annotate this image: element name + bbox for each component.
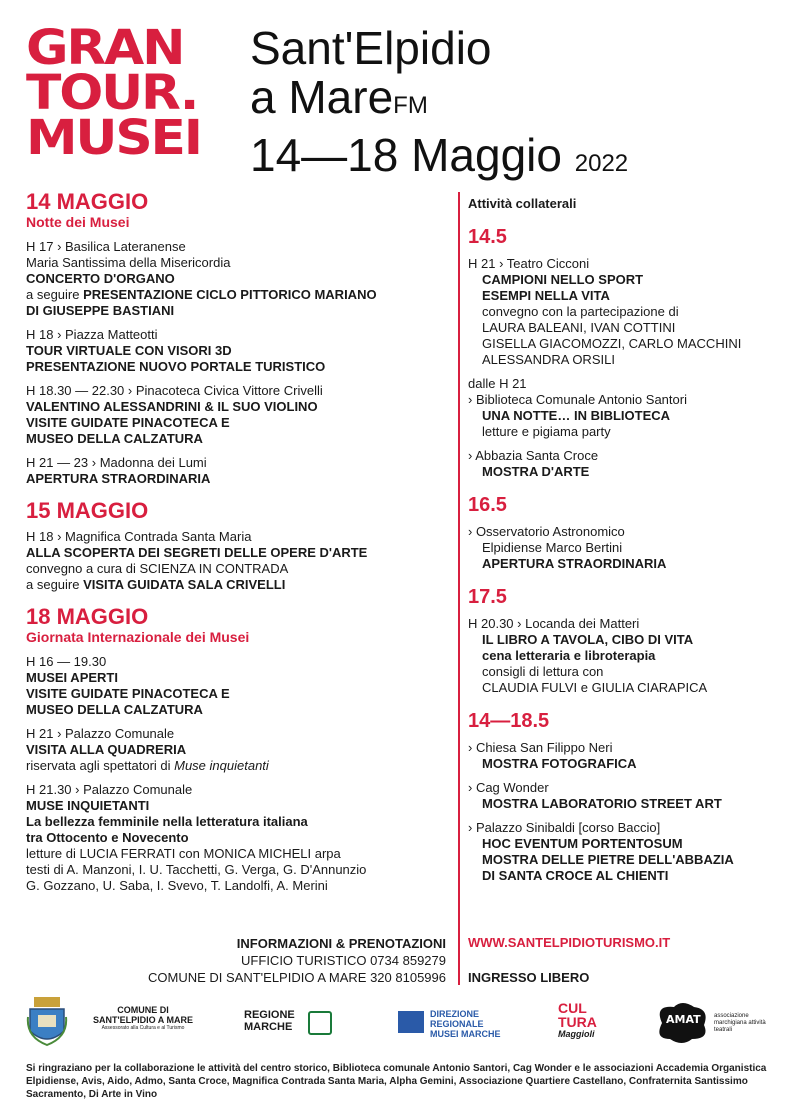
event-place: › Biblioteca Comunale Antonio Santori [468, 392, 687, 407]
comune-label-1: COMUNE DI [117, 1005, 169, 1015]
event-follow-up [26, 577, 446, 593]
event-place-cont: Elpidiense Marco Bertini [482, 540, 623, 555]
column-divider [458, 192, 460, 982]
event-notte-biblioteca [468, 376, 778, 440]
event-mostra-fotografica [468, 740, 778, 772]
event-place: › Palazzo Sinibaldi [corso Baccio] [468, 820, 661, 835]
follow-up-title: VISITA GUIDATA SALA CRIVELLI [83, 577, 286, 592]
collateral-heading: Attività collaterali [468, 196, 577, 211]
event-title-cont: DI GIUSEPPE BASTIANI [26, 303, 175, 318]
regione-label-2: MARCHE [244, 1021, 293, 1033]
tourist-office-phone: UFFICIO TURISTICO 0734 859279 [241, 953, 446, 968]
poster-title [250, 22, 628, 190]
event-title: CAMPIONI NELLO SPORT [482, 272, 644, 287]
day-heading-14: 14 MAGGIO [26, 189, 149, 214]
event-time-place: H 21 — 23 › Madonna dei Lumi [26, 455, 207, 470]
event-title: IL LIBRO A TAVOLA, CIBO DI VITA [482, 632, 694, 647]
event-libro-tavola [468, 616, 778, 696]
event-guests: LAURA BALEANI, IVAN COTTINI [482, 320, 676, 335]
dates-line [250, 129, 628, 190]
event-place-detail: Maria Santissima della Misericordia [26, 255, 231, 270]
amat-subtitle: associazione marchigiana attività teatrali [714, 1013, 766, 1033]
info-divider [458, 933, 460, 985]
event-title-cont: MUSEO DELLA CALZATURA [26, 702, 203, 717]
event-time-place: H 21 › Teatro Cicconi [468, 256, 590, 271]
event-title: MOSTRA FOTOGRAFICA [482, 756, 637, 771]
collateral-activities [468, 196, 778, 884]
event-year: 2022 [574, 150, 629, 177]
event-title-cont: VISITE GUIDATE PINACOTECA E [26, 415, 230, 430]
event-title-cont: DI SANTA CROCE AL CHIENTI [482, 868, 669, 883]
event-texts: testi di A. Manzoni, I. U. Tacchetti, G. Verga, G. D'Annunzio [26, 862, 367, 877]
day-heading-14-5: 14.5 [468, 226, 507, 248]
regione-marche-logo [244, 1009, 295, 1033]
province: FM [393, 92, 428, 119]
description-italic: Muse inquietanti [174, 758, 269, 773]
event-title-cont: ESEMPI NELLA VITA [482, 288, 610, 303]
event-title: CONCERTO D'ORGANO [26, 271, 175, 286]
direzione-label-2: REGIONALE [430, 1019, 484, 1029]
direzione-label-1: DIREZIONE [430, 1009, 480, 1019]
event-description: letture e pigiama party [482, 424, 611, 439]
event-place: › Cag Wonder [468, 780, 549, 795]
event-osservatorio [468, 524, 778, 572]
event-readers: letture di LUCIA FERRATI con MONICA MICHELI arpa [26, 846, 341, 861]
event-hoc-eventum [468, 820, 778, 884]
event-title-cont: VISITE GUIDATE PINACOTECA E [26, 686, 230, 701]
event-campioni-sport [468, 256, 778, 368]
regione-label-1: REGIONE [244, 1009, 295, 1021]
coat-of-arms-icon [26, 997, 68, 1047]
day-heading-16-5: 16.5 [468, 494, 507, 516]
follow-up-title: PRESENTAZIONE CICLO PITTORICO MARIANO [83, 287, 377, 302]
event-street-art [468, 780, 778, 812]
event-texts-cont: G. Gozzano, U. Saba, I. Svevo, T. Landolfi, A. Merini [26, 878, 328, 893]
cultura-label-2: TURA [558, 1014, 597, 1030]
city-line-1: Sant'Elpidio [250, 22, 492, 74]
event-title-cont: MOSTRA DELLE PIETRE DELL'ABBAZIA [482, 852, 734, 867]
event-description: convegno a cura di SCIENZA IN CONTRADA [26, 561, 289, 576]
event-title: VISITA ALLA QUADRERIA [26, 742, 187, 757]
day-subtitle-18: Giornata Internazionale dei Musei [26, 629, 250, 645]
day-heading-15: 15 MAGGIO [26, 498, 149, 523]
event-place: › Chiesa San Filippo Neri [468, 740, 613, 755]
event-time-place: H 21.30 › Palazzo Comunale [26, 782, 193, 797]
event-title-cont: MUSEO DELLA CALZATURA [26, 431, 203, 446]
event-quadreria [26, 726, 446, 774]
amat-label: AMAT [666, 1013, 701, 1026]
day-heading-18: 18 MAGGIO [26, 604, 149, 629]
event-time-place: H 17 › Basilica Lateranense [26, 239, 186, 254]
direzione-label-3: MUSEI MARCHE [430, 1029, 501, 1039]
event-guests-cont: GISELLA GIACOMOZZI, CARLO MACCHINI [482, 336, 742, 351]
website-link[interactable]: WWW.SANTELPIDIOTURISMO.IT [468, 935, 671, 950]
comune-label-2: SANT'ELPIDIO A MARE [93, 1015, 193, 1025]
event-description [26, 758, 446, 774]
cultura-label-3: Maggioli [558, 1029, 595, 1039]
info-title: INFORMAZIONI & PRENOTAZIONI [236, 936, 446, 951]
mibac-icon [398, 1011, 424, 1033]
city-line-2 [250, 71, 628, 129]
event-subtitle-cont: tra Ottocento e Novecento [26, 830, 189, 845]
logo-line-3: MUSEI [26, 110, 201, 166]
event-guests-cont: ALESSANDRA ORSILI [482, 352, 615, 367]
cultura-maggioli-logo [558, 1001, 597, 1040]
event-title: MUSE INQUIETANTI [26, 798, 150, 813]
event-subtitle: cena letteraria e libroterapia [482, 648, 656, 663]
logo-line-2: TOUR. [26, 65, 198, 121]
description-prefix: riservata agli spettatori di [26, 758, 175, 773]
event-title: HOC EVENTUM PORTENTOSUM [482, 836, 683, 851]
event-title: ALLA SCOPERTA DEI SEGRETI DELLE OPERE D'ARTE [26, 545, 368, 560]
event-title: UNA NOTTE… IN BIBLIOTECA [482, 408, 671, 423]
follow-up-prefix: a seguire [26, 577, 84, 592]
logo-line-1: GRAN [26, 20, 184, 76]
event-guests: CLAUDIA FULVI e GIULIA CIARAPICA [482, 680, 708, 695]
event-follow-up [26, 287, 446, 303]
event-title: VALENTINO ALESSANDRINI & IL SUO VIOLINO [26, 399, 318, 414]
event-place: › Osservatorio Astronomico [468, 524, 625, 539]
free-entry: INGRESSO LIBERO [468, 970, 590, 985]
gran-tour-musei-logo [26, 20, 226, 166]
event-dates: 14—18 Maggio [250, 129, 562, 181]
event-time: dalle H 21 [468, 376, 527, 391]
event-mostra-arte [468, 448, 778, 480]
event-description: consigli di lettura con [482, 664, 604, 679]
comune-phone: COMUNE DI SANT'ELPIDIO A MARE 320 8105996 [148, 970, 446, 985]
cultura-label-1: CUL [558, 1000, 587, 1016]
event-subtitle: La bellezza femminile nella letteratura italiana [26, 814, 308, 829]
event-time-place: H 20.30 › Locanda dei Matteri [468, 616, 640, 631]
event-title: MUSEI APERTI [26, 670, 118, 685]
regione-mark-icon [308, 1011, 332, 1035]
event-time: H 16 — 19.30 [26, 654, 107, 669]
day-heading-17-5: 17.5 [468, 586, 507, 608]
event-time-place: H 18 › Magnifica Contrada Santa Maria [26, 529, 252, 544]
city-name-2: a Mare [250, 71, 394, 123]
event-virtual-tour [26, 327, 446, 375]
event-time-place: H 21 › Palazzo Comunale [26, 726, 175, 741]
event-musei-aperti [26, 654, 446, 718]
event-segreti-opere [26, 529, 446, 593]
event-muse-inquietanti [26, 782, 446, 894]
sponsor-logos [26, 995, 776, 1055]
event-madonna-dei-lumi [26, 455, 446, 487]
event-title: APERTURA STRAORDINARIA [26, 471, 211, 486]
event-description: convegno con la partecipazione di [482, 304, 679, 319]
event-organ-concert [26, 239, 446, 319]
event-title: MOSTRA D'ARTE [482, 464, 590, 479]
day-subtitle-14: Notte dei Musei [26, 214, 130, 230]
main-program [26, 190, 446, 894]
event-title: APERTURA STRAORDINARIA [482, 556, 667, 571]
event-time-place: H 18.30 — 22.30 › Pinacoteca Civica Vittore Crivelli [26, 383, 323, 398]
day-heading-14-18-5: 14—18.5 [468, 710, 550, 732]
follow-up-prefix: a seguire [26, 287, 84, 302]
event-time-place: H 18 › Piazza Matteotti [26, 327, 158, 342]
info-block [26, 935, 446, 986]
event-place: › Abbazia Santa Croce [468, 448, 599, 463]
credits-text: Si ringraziano per la collaborazione le attività del centro storico, Biblioteca comunale Antonio Santori, Cag Wonder e le associazioni Accademia Organistica Elpidiense, Avis, Aido, Admo, Santa Croce, Magnifica Contrada Santa Maria, Alpha Gemini, Associazione Quartiere Castellano, Confraternita Santissimo Sacramento, Di Arte in Vino [26, 1063, 767, 1100]
comune-label-3: Assessorato alla Cultura e al Turismo [101, 1025, 185, 1031]
event-title-cont: PRESENTAZIONE NUOVO PORTALE TURISTICO [26, 359, 326, 374]
event-pinacoteca [26, 383, 446, 447]
event-title: TOUR VIRTUALE CON VISORI 3D [26, 343, 232, 358]
event-title: MOSTRA LABORATORIO STREET ART [482, 796, 722, 811]
